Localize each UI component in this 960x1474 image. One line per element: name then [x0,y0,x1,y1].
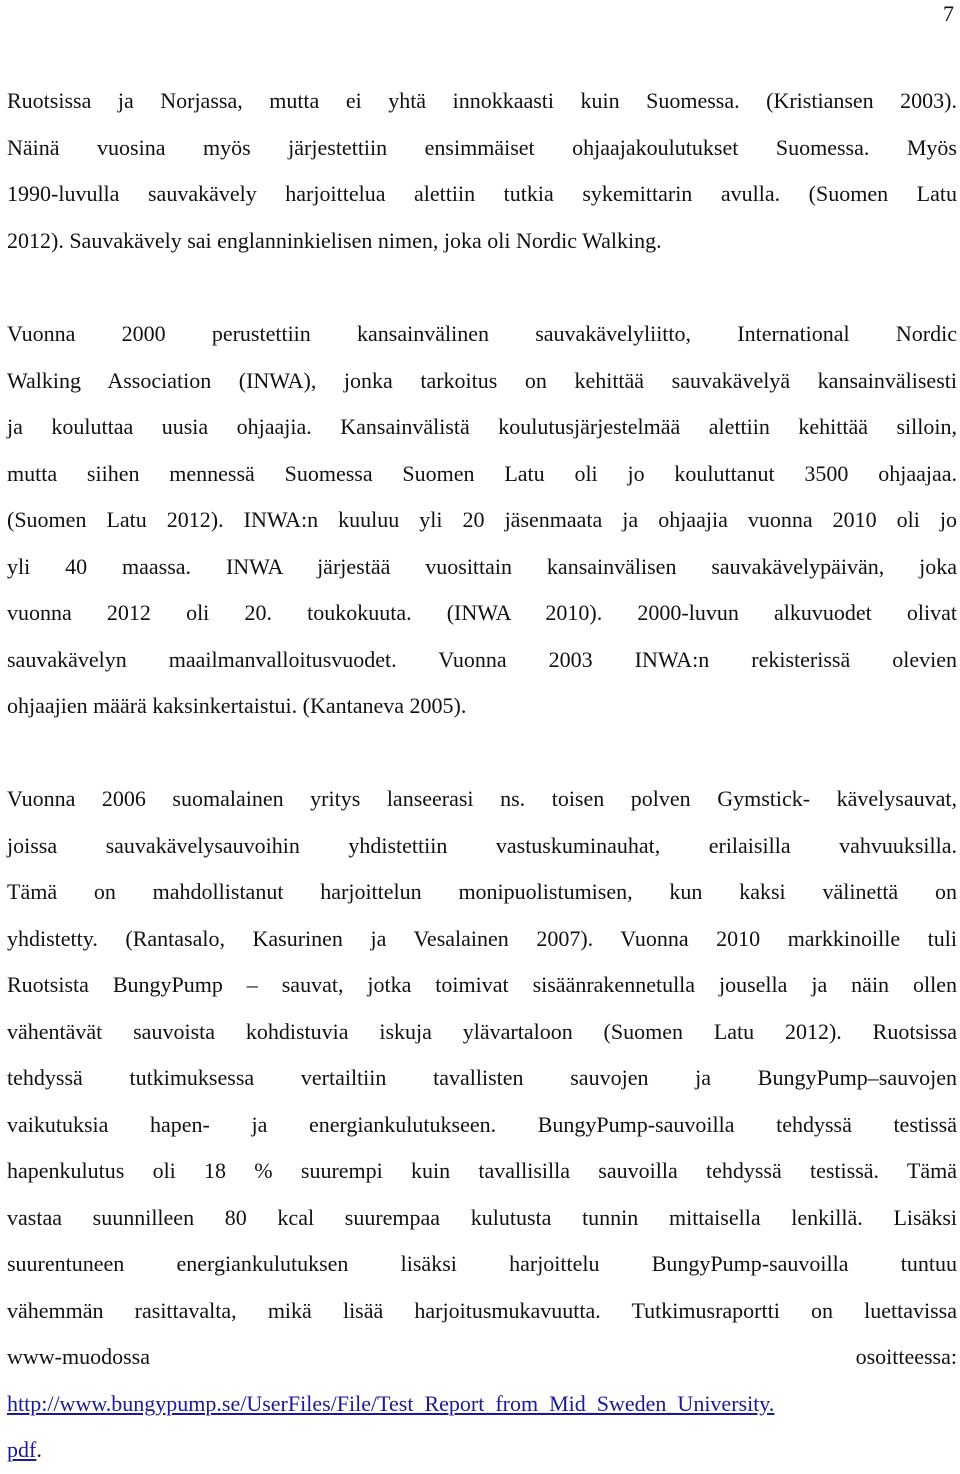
text-line: Vuonna 2000 perustettiin kansainvälinen sauvakävelyliitto, International Nordic [7,321,957,346]
text-line: 1990-luvulla sauvakävely harjoittelua alettiin tutkia sykemittarin avulla. (Suomen Latu [7,181,957,206]
text-line: (Suomen Latu 2012). INWA:n kuuluu yli 20 jäsenmaata ja ohjaajia vuonna 2010 oli jo [7,507,957,532]
text-line: vuonna 2012 oli 20. toukokuuta. (INWA 2010). 2000-luvun alkuvuodet olivat [7,600,957,625]
text-line: vastaa suunnilleen 80 kcal suurempaa kulutusta tunnin mittaisella lenkillä. Lisäksi [7,1204,957,1230]
url-line [7,1381,957,1428]
url-period: . [36,1437,42,1462]
text-line: joissa sauvakävelysauvoihin yhdistettiin vastuskuminauhat, erilaisilla vahvuuksilla. [7,832,957,858]
text-line: Ruotsissa ja Norjassa, mutta ei yhtä innokkaasti kuin Suomessa. (Kristiansen 2003). [7,88,957,113]
page-number: 7 [943,1,954,26]
report-url-link-continued[interactable]: pdf [7,1437,37,1462]
text-line: ohjaajien määrä kaksinkertaistui. (Kantaneva 2005). [7,693,467,718]
report-url-link[interactable]: http://www.bungypump.se/UserFiles/File/Test_Report_from_Mid_Sweden_University. [7,1390,775,1416]
text-line: tehdyssä tutkimuksessa vertailtiin tavallisten sauvojen ja BungyPump–sauvojen [7,1065,957,1090]
text-line: www-muodossa osoitteessa: [7,1344,957,1369]
paragraph-1 [7,78,957,264]
text-line: vähemmän rasittavalta, mikä lisää harjoitusmukavuutta. Tutkimusraportti on luettavissa [7,1297,957,1323]
text-line: hapenkulutus oli 18 % suurempi kuin tavallisilla sauvoilla tehdyssä testissä. Tämä [7,1158,957,1183]
text-line: 2012). Sauvakävely sai englanninkielisen nimen, joka oli Nordic Walking. [7,227,662,253]
paragraph-2 [7,311,957,730]
text-line: Näinä vuosina myös järjestettiin ensimmäiset ohjaajakoulutukset Suomessa. Myös [7,134,957,160]
text-line: suurentuneen energiankulutuksen lisäksi harjoittelu BungyPump-sauvoilla tuntuu [7,1251,957,1276]
text-line: yhdistetty. (Rantasalo, Kasurinen ja Vesalainen 2007). Vuonna 2010 markkinoille tuli [7,925,957,951]
paragraph-3 [7,776,957,1474]
text-line: Walking Association (INWA), jonka tarkoitus on kehittää sauvakävelyä kansainvälisesti [7,367,957,393]
text-line: yli 40 maassa. INWA järjestää vuosittain kansainvälisen sauvakävelypäivän, joka [7,553,957,579]
url-line [7,1427,957,1474]
text-line: Ruotsista BungyPump – sauvat, jotka toimivat sisäänrakennetulla jousella ja näin ollen [7,972,957,997]
text-line: ja kouluttaa uusia ohjaajia. Kansainvälistä koulutusjärjestelmää alettiin kehittää silloin, [7,414,957,439]
text-line: Vuonna 2006 suomalainen yritys lanseerasi ns. toisen polven Gymstick- kävelysauvat, [7,786,957,811]
text-line: vähentävät sauvoista kohdistuvia iskuja ylävartaloon (Suomen Latu 2012). Ruotsissa [7,1018,957,1044]
text-line: Tämä on mahdollistanut harjoittelun monipuolistumisen, kun kaksi välinettä on [7,879,957,904]
text-line: mutta siihen mennessä Suomessa Suomen Latu oli jo kouluttanut 3500 ohjaajaa. [7,460,957,486]
text-line: sauvakävelyn maailmanvalloitusvuodet. Vuonna 2003 INWA:n rekisterissä olevien [7,646,957,672]
text-line: vaikutuksia hapen- ja energiankulutukseen. BungyPump-sauvoilla tehdyssä testissä [7,1111,957,1137]
